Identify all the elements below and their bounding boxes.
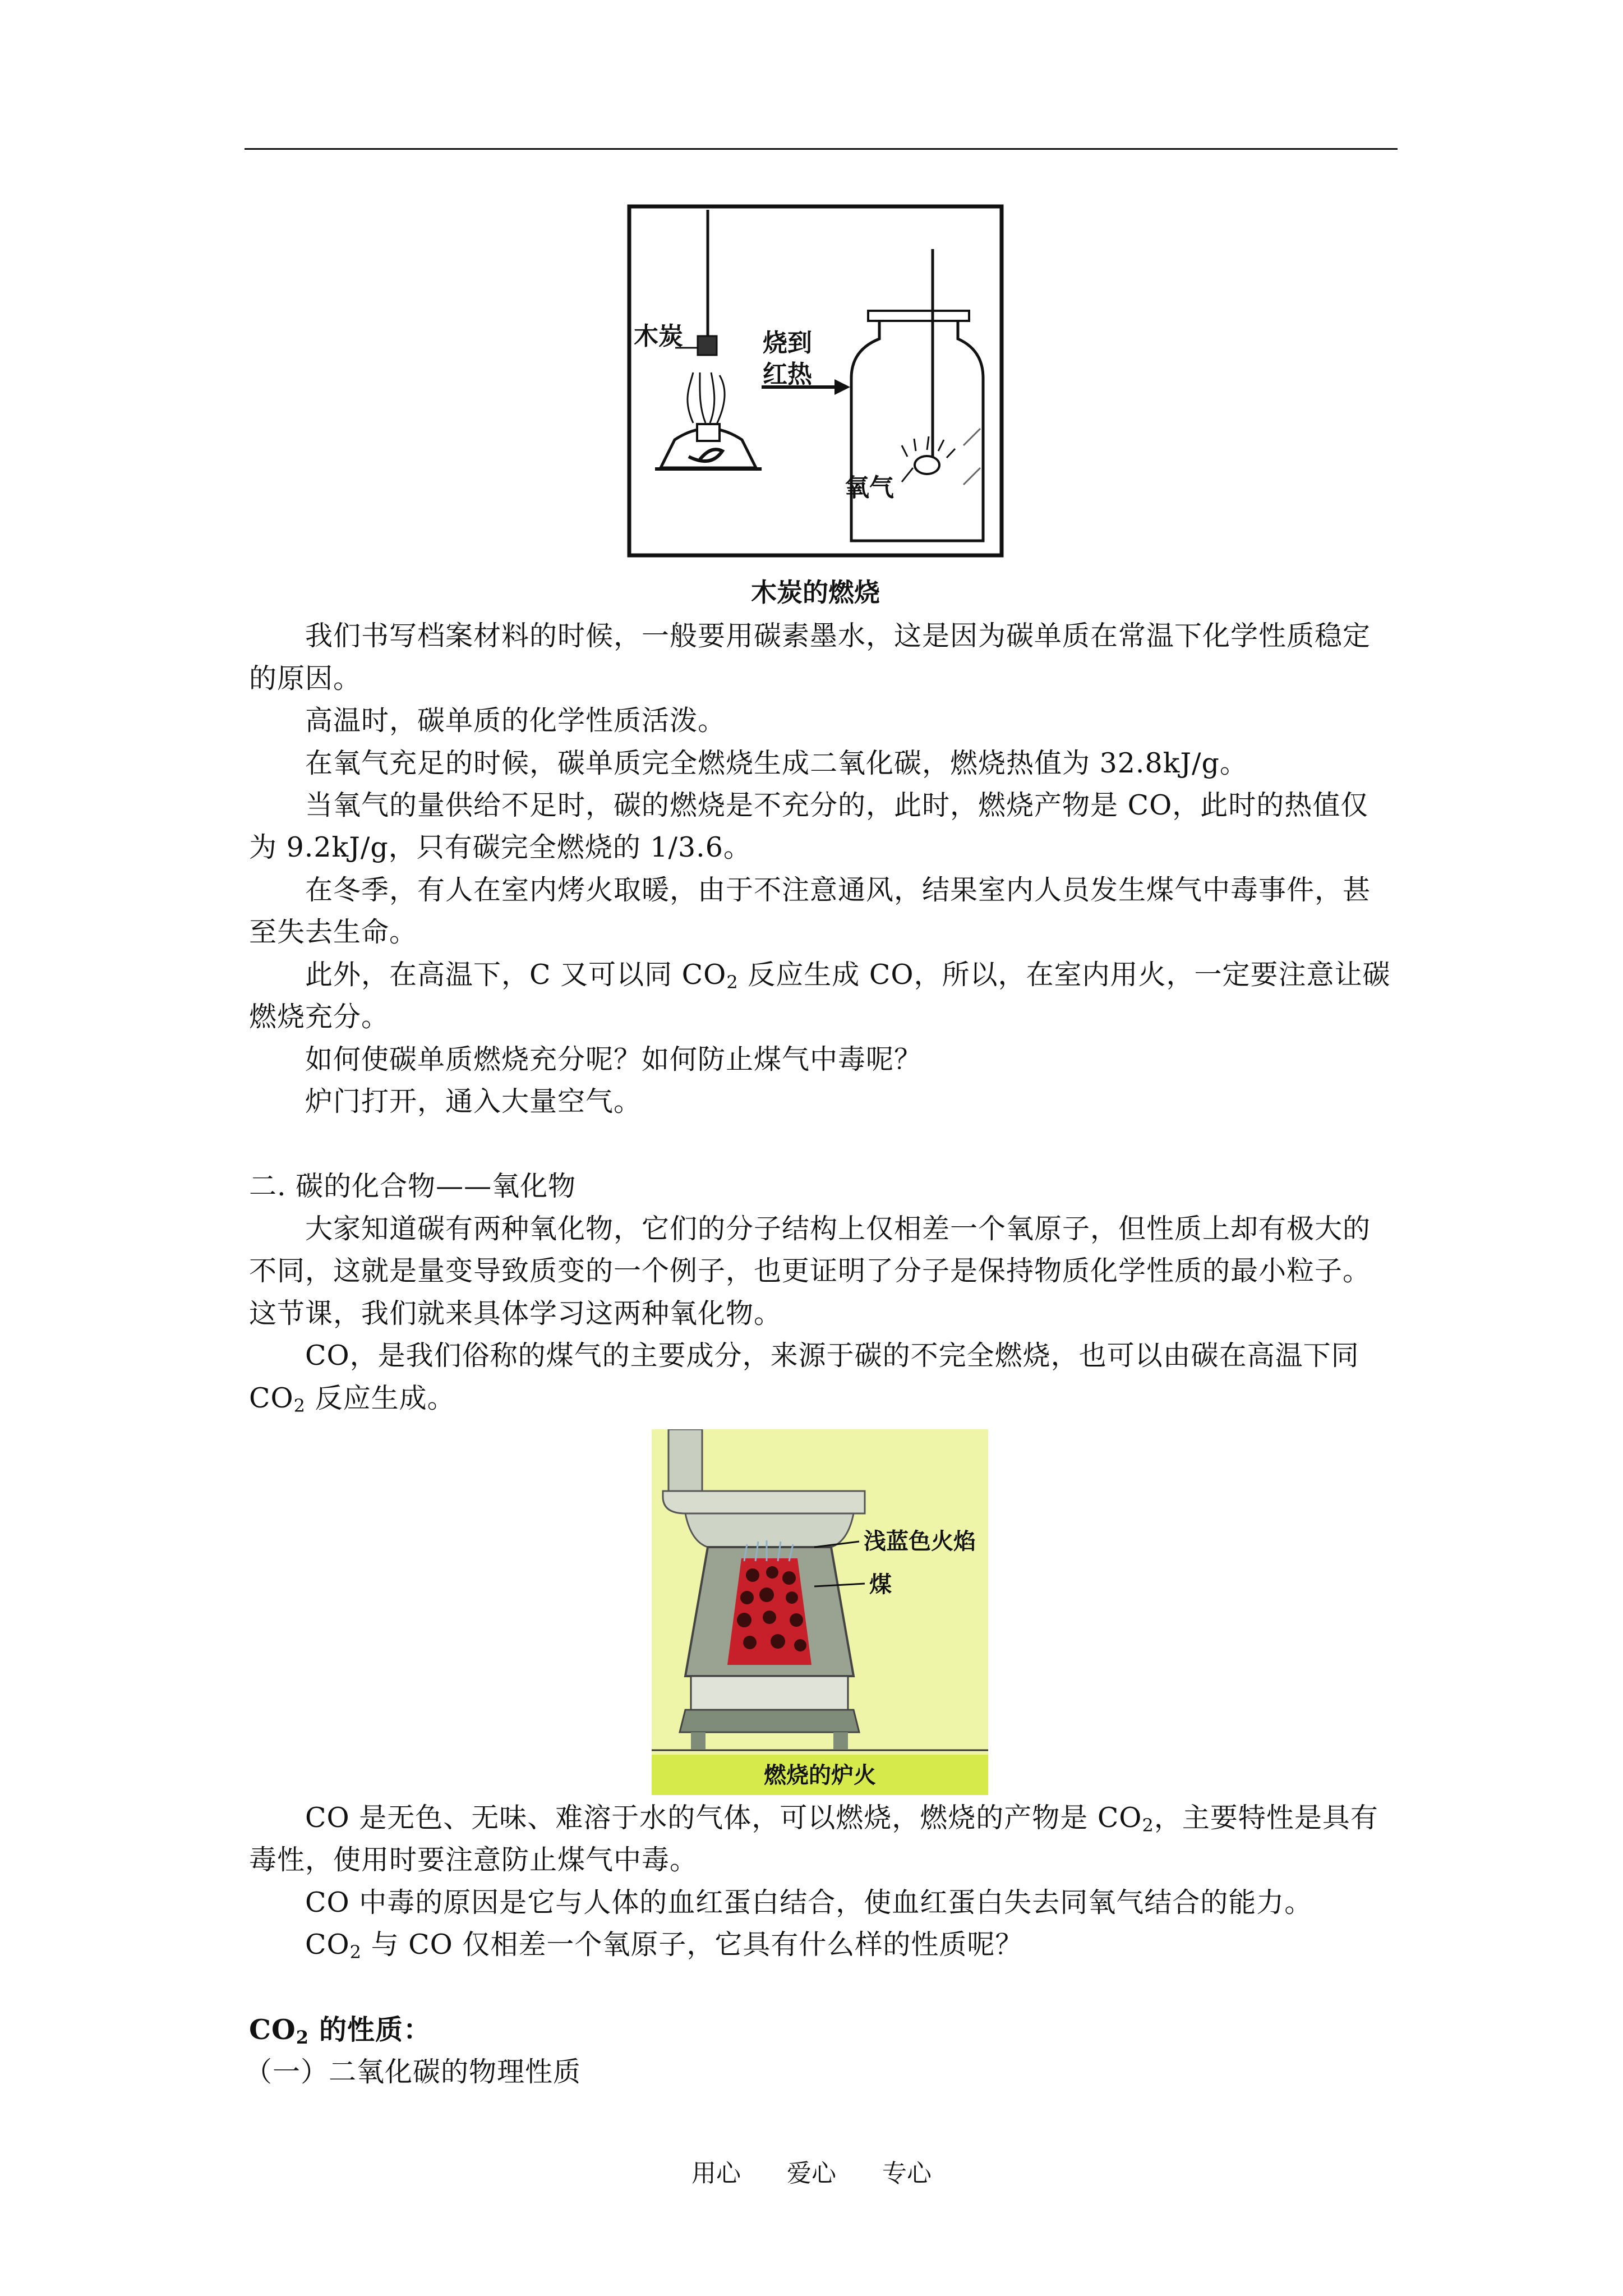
label-heat-1: 烧到	[763, 329, 812, 357]
paragraph-line: 至失去生命。	[249, 916, 418, 948]
co2-properties-heading: $CO_2$ 的性质：	[249, 2013, 432, 2048]
page-footer	[0, 2153, 1623, 2189]
section-heading: 二. 碳的化合物——氧化物	[249, 1170, 577, 1202]
label-charcoal: 木炭	[634, 322, 683, 351]
paragraph-line: 毒性，使用时要注意防止煤气中毒。	[249, 1844, 698, 1876]
glowing-charcoal	[915, 456, 939, 474]
ash-chamber	[691, 1676, 848, 1710]
stove-fire-figure	[652, 1429, 988, 1795]
paragraph-line: $CO_2$ 反应生成。	[249, 1382, 455, 1416]
gas-jar	[851, 316, 983, 541]
paragraph-line: CO 是无色、无味、难溶于水的气体，可以燃烧，燃烧的产物是 $CO_2$，主要特性是具有	[305, 1802, 1378, 1836]
charcoal-piece	[698, 336, 717, 355]
figure2-caption: 燃烧的炉火	[764, 1763, 876, 1788]
paragraph-line: CO 中毒的原因是它与人体的血红蛋白结合，使血红蛋白失去同氧气结合的能力。	[305, 1887, 1313, 1918]
sub-heading: （一）二氧化碳的物理性质	[245, 2056, 582, 2088]
charcoal-burning-figure	[627, 204, 1004, 558]
paragraph-line: 的原因。	[249, 662, 362, 694]
paragraph-line: CO，是我们俗称的煤气的主要成分，来源于碳的不完全燃烧，也可以由碳在高温下同	[305, 1340, 1359, 1372]
paragraph-line: 不同，这就是量变导致质变的一个例子，也更证明了分子是保持物质化学性质的最小粒子。	[249, 1255, 1371, 1287]
figure1-caption: 木炭的燃烧	[751, 577, 880, 608]
stove-base	[680, 1710, 859, 1732]
footer-text-2: 爱心	[787, 2159, 836, 2188]
paragraph-line: 大家知道碳有两种氧化物，它们的分子结构上仅相差一个氧原子，但性质上却有极大的	[305, 1213, 1371, 1245]
footer-text-1: 用心	[691, 2159, 741, 2188]
paragraph-line: 当氧气的量供给不足时，碳的燃烧是不充分的，此时，燃烧产物是 CO，此时的热值仅	[305, 789, 1369, 821]
label-heat-2: 红热	[763, 360, 812, 389]
paragraph-line: 为 9.2kJ/g，只有碳完全燃烧的 1/3.6。	[249, 831, 751, 863]
chimney	[668, 1429, 702, 1497]
jar-lid	[868, 311, 969, 321]
footer-text-3: 专心	[882, 2159, 932, 2188]
paragraph-line: 高温时，碳单质的化学性质活泼。	[305, 705, 726, 737]
paragraph-line: $CO_2$ 与 CO 仅相差一个氧原子，它具有什么样的性质呢？	[305, 1929, 1023, 1963]
paragraph-line: 在氧气充足的时候，碳单质完全燃烧生成二氧化碳，燃烧热值为 32.8kJ/g。	[305, 747, 1248, 779]
paragraph-line: 炉门打开，通入大量空气。	[305, 1085, 642, 1117]
label-oxygen: 氧气	[845, 473, 894, 502]
paragraph-line: 在冬季，有人在室内烤火取暖，由于不注意通风，结果室内人员发生煤气中毒事件，甚	[305, 874, 1371, 906]
label-flame: 浅蓝色火焰	[864, 1529, 976, 1554]
paragraph-line: 燃烧充分。	[249, 1001, 390, 1033]
stove-top	[685, 1513, 854, 1547]
label-coal: 煤	[869, 1572, 892, 1598]
paragraph-line: 这节课，我们就来具体学习这两种氧化物。	[249, 1297, 782, 1329]
paragraph-line: 此外，在高温下，C 又可以同 $CO_2$ 反应生成 CO，所以，在室内用火，一定要注意让碳	[305, 959, 1391, 993]
paragraph-line: 我们书写档案材料的时候，一般要用碳素墨水，这是因为碳单质在常温下化学性质稳定	[305, 620, 1371, 652]
header-rule	[245, 148, 1398, 150]
paragraph-line: 如何使碳单质燃烧充分呢？如何防止煤气中毒呢？	[305, 1043, 923, 1075]
